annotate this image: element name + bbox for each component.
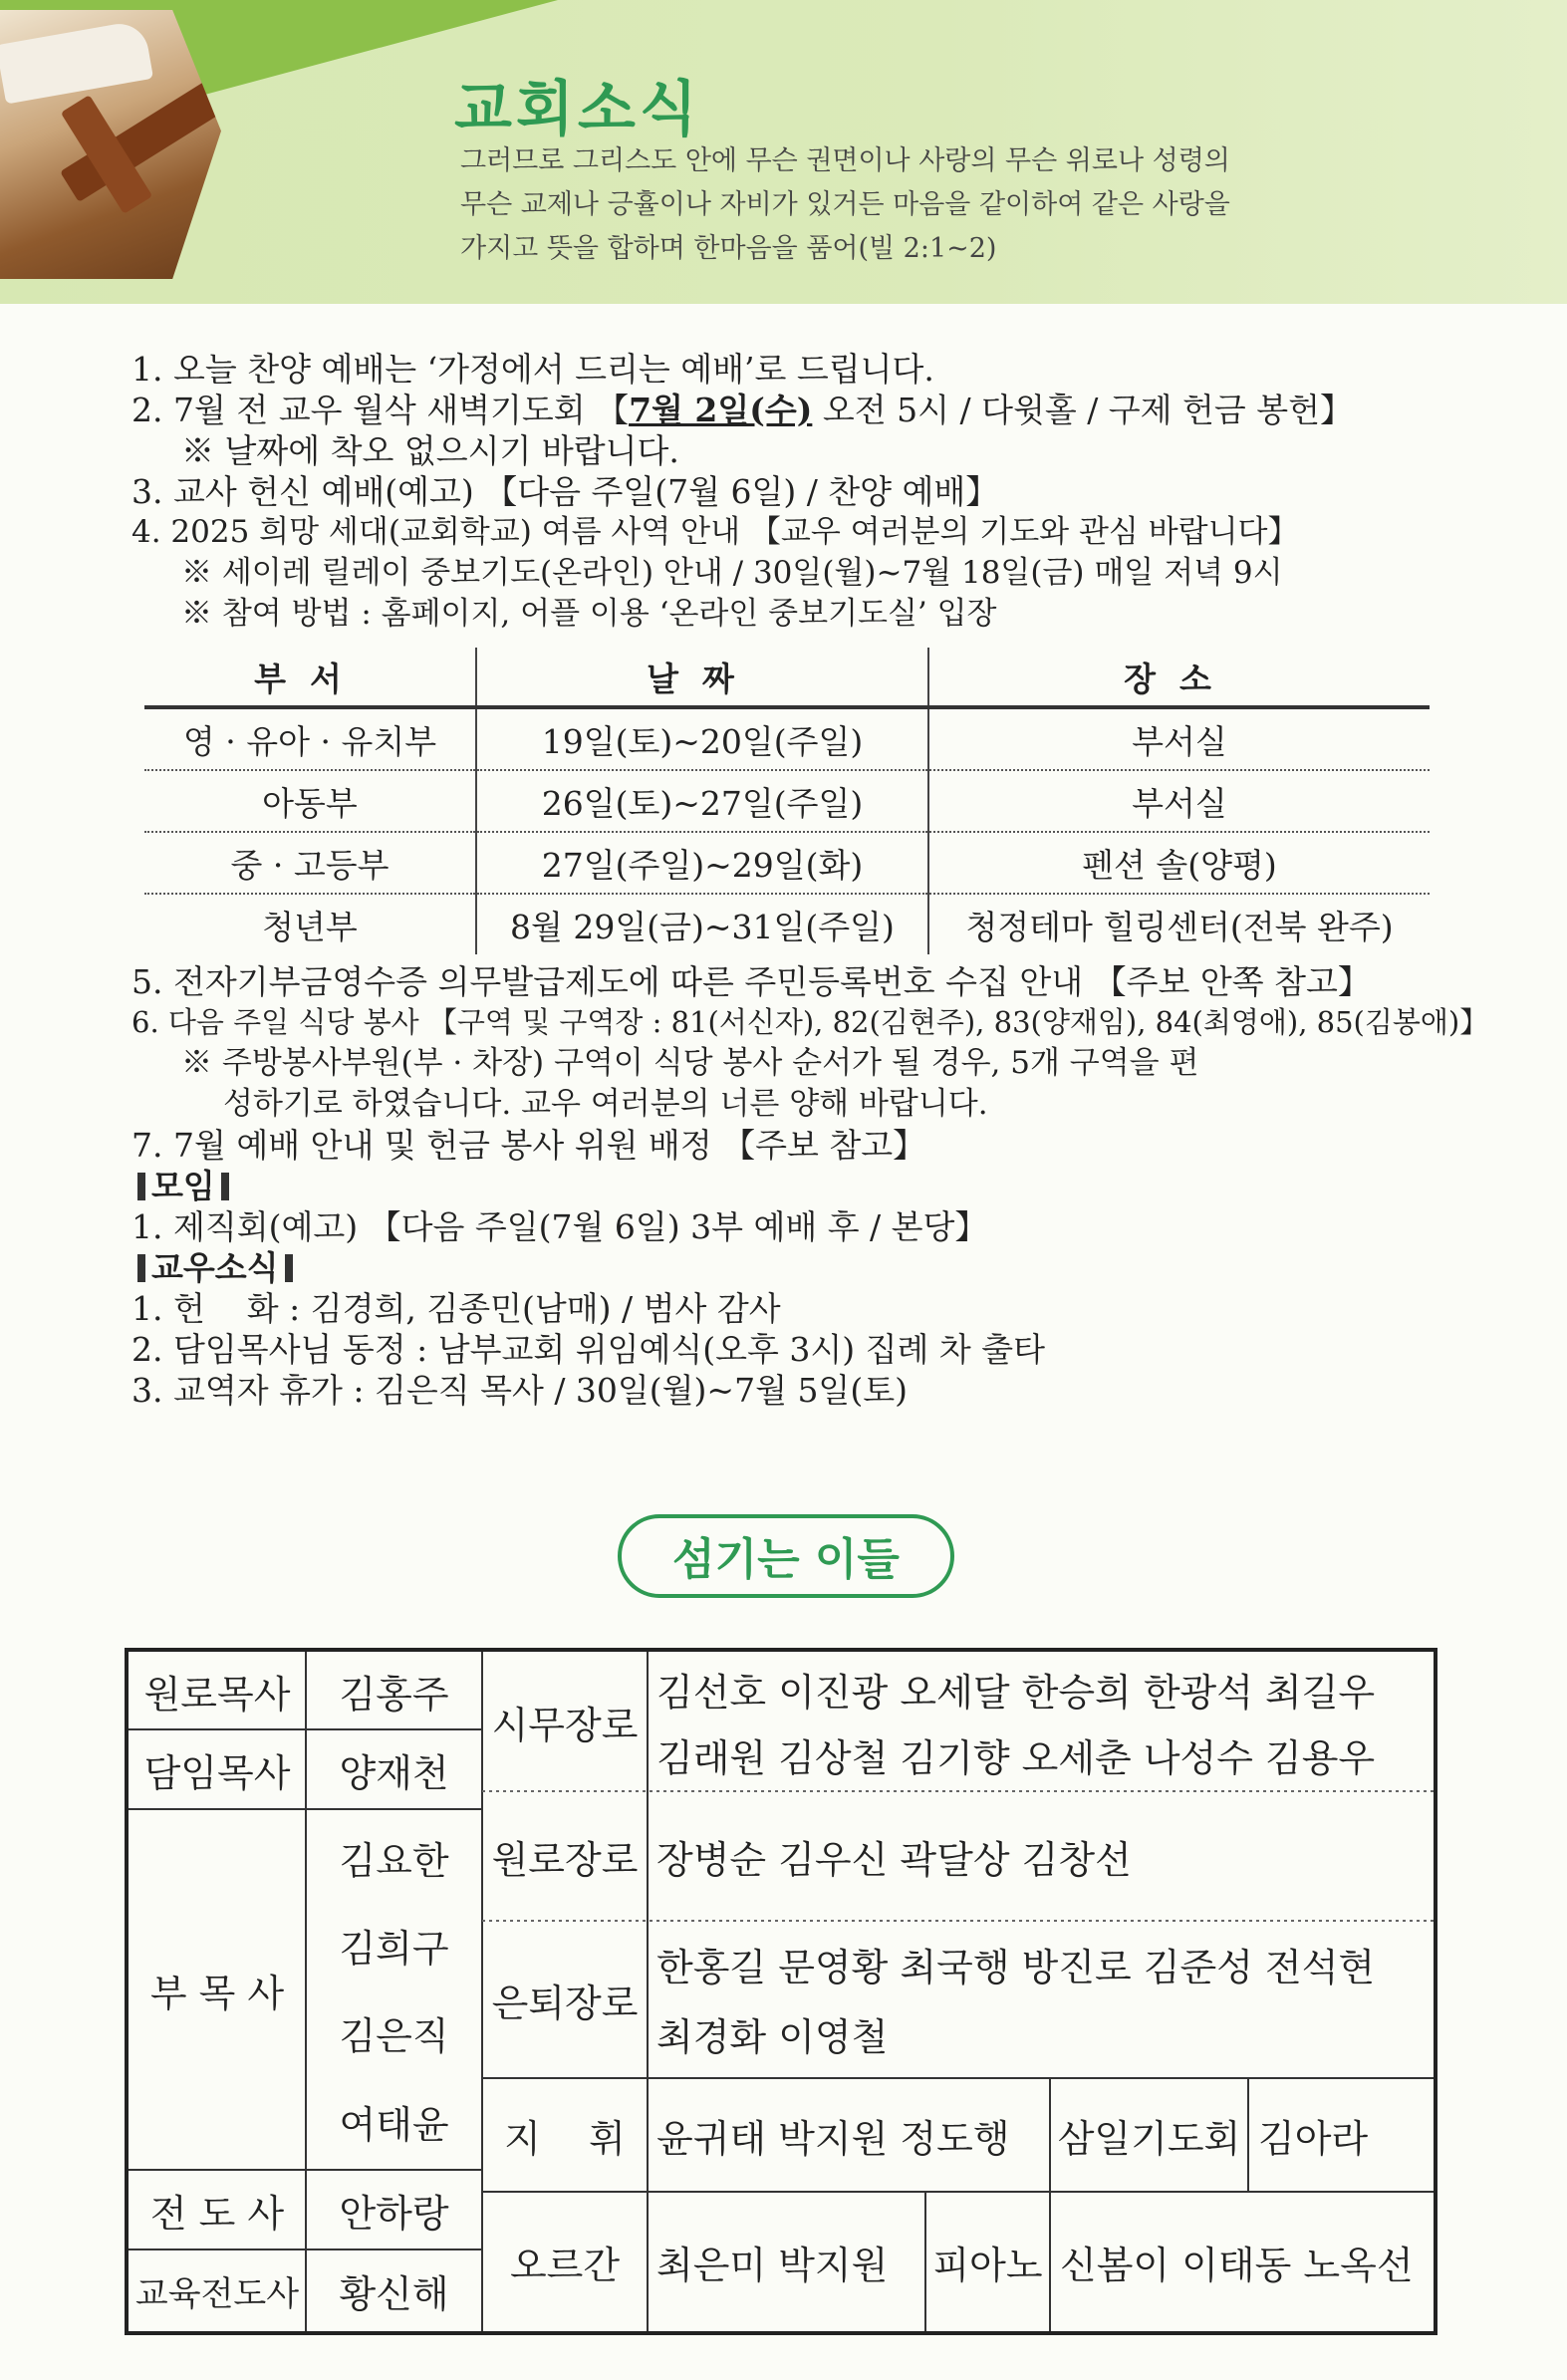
associate-pastor-name: 여태윤 — [339, 2102, 449, 2147]
table-row — [144, 707, 1430, 770]
table-row — [144, 894, 1430, 954]
retired-elders-names: 한홍길 문영황 최국행 방진로 김준성 전석현 — [656, 1945, 1376, 1989]
active-elders-names: 김선호 이진광 오세달 한승희 한광석 최길우 — [656, 1670, 1376, 1715]
retired-elders-label: 은퇴장로 — [491, 1981, 639, 2025]
meeting-item: 1. 제직회(예고) 【다음 주일(7월 6일) 3부 예배 후 / 본당】 — [131, 1207, 988, 1246]
table-header-row — [144, 648, 1430, 707]
notice-note: 성하기로 하였습니다. 교우 여러분의 너른 양해 바랍니다. — [223, 1086, 988, 1122]
notice-note: ※ 주방봉사부원(부 · 차장) 구역이 식당 봉사 순서가 될 경우, 5개 구역을 편 — [181, 1045, 1199, 1081]
page-title: 교회소식 — [454, 75, 701, 144]
table-row — [144, 770, 1430, 832]
notices-list-continued — [131, 961, 1489, 1411]
retired-pastor-name: 김홍주 — [339, 1672, 449, 1717]
notice-item: 5. 전자기부금영수증 의무발급제도에 따른 주민등록번호 수집 안내 【주보 안쪽 참고】 — [131, 962, 1371, 1001]
notice-note: ※ 날짜에 착오 없으시기 바랍니다. — [181, 431, 679, 470]
servants-title: 섬기는 이들 — [618, 1514, 954, 1598]
schedule-table — [144, 648, 1430, 954]
notice-text: 2. 7월 전 교우 월삭 새벽기도회 【 — [131, 391, 630, 429]
associate-pastor-name: 김은직 — [339, 2013, 449, 2058]
organ-label: 오르간 — [509, 2243, 621, 2287]
date-cell: 26일(토)~27일(주일) — [476, 770, 928, 832]
notice-item: 3. 교사 헌신 예배(예고) 【다음 주일(7월 6일) / 찬양 예배】 — [131, 472, 999, 511]
evangelist-name: 안하랑 — [339, 2191, 449, 2236]
senior-pastor-name: 양재천 — [339, 1750, 449, 1795]
piano-label: 피아노 — [932, 2243, 1043, 2287]
section-heading — [131, 1166, 1456, 1206]
dept-cell: 영 · 유아 · 유치부 — [144, 707, 476, 770]
conductor-names: 윤귀태 박지원 정도행 — [656, 2116, 1010, 2161]
dept-cell: 청년부 — [262, 907, 358, 946]
date-cell: 19일(토)~20일(주일) — [476, 707, 928, 770]
notice-item: 6. 다음 주일 식당 봉사 【구역 및 구역장 : 81(서신자), 82(김현주), 83(양재임), 84(최영애), 85(김봉애)】 — [131, 1005, 1489, 1039]
place-cell: 부서실 — [928, 707, 1430, 770]
section-title: 모임 — [151, 1167, 215, 1205]
senior-pastor-label: 담임목사 — [143, 1750, 291, 1795]
verse-line: 가지고 뜻을 합하며 한마음을 품어(빌 2:1~2) — [460, 233, 997, 264]
active-elders-names: 김래원 김상철 김기향 오세춘 나성수 김용우 — [656, 1735, 1376, 1780]
column-header: 부서 — [144, 648, 476, 707]
column-header: 장소 — [928, 648, 1430, 707]
verse-line: 그러므로 그리스도 안에 무슨 권면이나 사랑의 무슨 위로나 성령의 — [460, 145, 1230, 176]
news-item: 3. 교역자 휴가 : 김은직 목사 / 30일(월)~7월 5일(토) — [131, 1371, 908, 1410]
edu-evangelist-label: 교육전도사 — [134, 2273, 300, 2314]
notice-item — [131, 390, 1436, 430]
servants-table — [125, 1648, 1437, 2335]
wed-prayer-label: 삼일기도회 — [1057, 2116, 1241, 2161]
retired-pastor-label: 원로목사 — [143, 1672, 291, 1717]
dept-cell: 중 · 고등부 — [144, 832, 476, 894]
retired-elders-names: 최경화 이영철 — [656, 2014, 889, 2059]
conductor-label: 지 휘 — [504, 2116, 626, 2161]
evangelist-label: 전 도 사 — [149, 2191, 285, 2236]
place-cell: 펜션 솔(양평) — [928, 832, 1430, 894]
edu-evangelist-name: 황신해 — [339, 2271, 449, 2316]
notice-text: 오전 5시 / 다윗홀 / 구제 헌금 봉헌】 — [812, 391, 1354, 429]
section-title: 교우소식 — [151, 1248, 279, 1287]
date-cell: 8월 29일(금)~31일(주일) — [476, 894, 928, 954]
notice-date: 7월 2일(수) — [629, 391, 813, 429]
pianist-names: 신봄이 이태동 노옥선 — [1060, 2243, 1414, 2287]
associate-pastor-label: 부 목 사 — [149, 1971, 285, 2015]
organist-names: 최은미 박지원 — [656, 2243, 889, 2287]
notice-item: 7. 7월 예배 안내 및 헌금 봉사 위원 배정 【주보 참고】 — [131, 1126, 926, 1165]
active-elders-label: 시무장로 — [491, 1703, 639, 1747]
verse-line: 무슨 교제나 긍휼이나 자비가 있거든 마음을 같이하여 같은 사랑을 — [460, 189, 1230, 220]
wed-prayer-name: 김아라 — [1258, 2116, 1369, 2161]
date-cell: 27일(주일)~29일(화) — [476, 832, 928, 894]
notice-item: 4. 2025 희망 세대(교회학교) 여름 사역 안내 【교우 여러분의 기도와 관심 바랍니다】 — [131, 514, 1299, 550]
news-item: 1. 헌 화 : 김경희, 김종민(남매) / 범사 감사 — [131, 1289, 781, 1328]
bible-book — [0, 19, 153, 104]
news-item: 2. 담임목사님 동정 : 남부교회 위임예식(오후 3시) 집례 차 출타 — [131, 1330, 1045, 1369]
notice-note: ※ 참여 방법 : 홈페이지, 어플 이용 ‘온라인 중보기도실’ 입장 — [181, 596, 997, 632]
associate-pastor-name: 김희구 — [339, 1926, 449, 1971]
place-cell: 청정테마 힐링센터(전북 완주) — [928, 894, 1430, 954]
notice-item: 1. 오늘 찬양 예배는 ‘가정에서 드리는 예배’로 드립니다. — [131, 350, 934, 389]
section-heading — [131, 1247, 1456, 1288]
table-row — [144, 832, 1430, 894]
emeritus-elders-label: 원로장로 — [491, 1837, 639, 1882]
associate-pastor-name: 김요한 — [339, 1838, 449, 1883]
emeritus-elders-names: 장병순 김우신 곽달상 김창선 — [656, 1837, 1132, 1882]
notice-note: ※ 세이레 릴레이 중보기도(온라인) 안내 / 30일(월)~7월 18일(금) 매일 저녁 9시 — [181, 555, 1283, 591]
dept-cell: 아동부 — [144, 770, 476, 832]
column-header: 날짜 — [476, 648, 928, 707]
place-cell: 부서실 — [928, 770, 1430, 832]
notices-list — [131, 349, 1436, 635]
bible-verse — [460, 139, 1456, 271]
